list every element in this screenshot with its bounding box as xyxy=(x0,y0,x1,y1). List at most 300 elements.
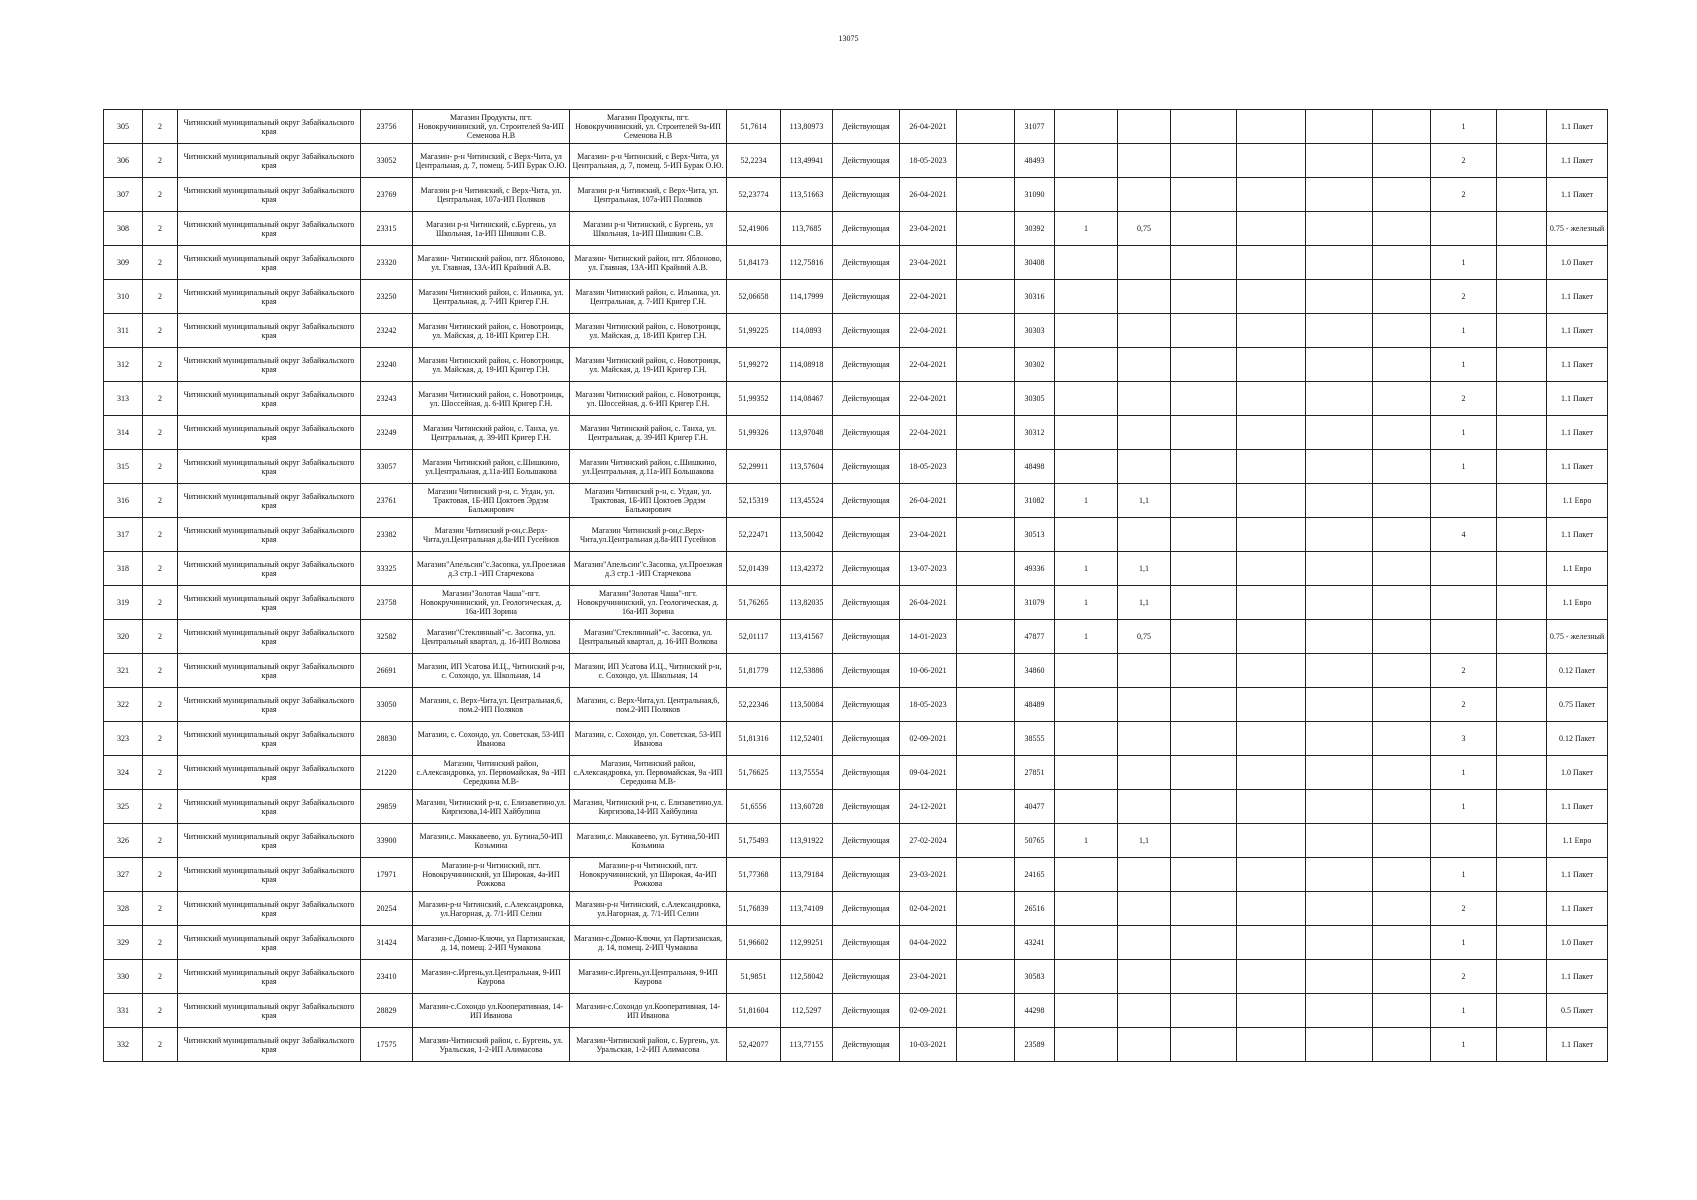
table-cell: 315 xyxy=(104,450,143,484)
table-cell: Читинский муниципальный округ Забайкальского края xyxy=(178,620,361,654)
table-cell: Действующая xyxy=(833,246,900,280)
table-cell: 113,42372 xyxy=(781,552,833,586)
table-cell: 23761 xyxy=(361,484,413,518)
table-cell: 324 xyxy=(104,756,143,790)
table-cell: 51,76839 xyxy=(727,892,781,926)
table-cell xyxy=(1118,926,1171,960)
table-cell: 114,08467 xyxy=(781,382,833,416)
table-cell: 1 xyxy=(1431,994,1497,1028)
table-cell: Действующая xyxy=(833,280,900,314)
table-cell: 28829 xyxy=(361,994,413,1028)
table-cell: 52,2234 xyxy=(727,144,781,178)
table-cell: 325 xyxy=(104,790,143,824)
table-cell: 2 xyxy=(143,484,178,518)
table-cell: Магазин, Читинский район, с.Александровка, ул. Первомайская, 9а -ИП Середкина М.В- xyxy=(413,756,570,790)
table-cell xyxy=(1171,212,1237,246)
table-cell xyxy=(957,586,1015,620)
table-cell: Действующая xyxy=(833,858,900,892)
table-cell: 2 xyxy=(143,994,178,1028)
table-cell: Действующая xyxy=(833,722,900,756)
table-cell: 24165 xyxy=(1015,858,1055,892)
table-cell: 1.1 Пакет xyxy=(1547,280,1608,314)
table-cell: 02-04-2021 xyxy=(900,892,957,926)
table-cell: Магазин-р-н Читинский, пгт. Новокручининский, ул Широкая, 4а-ИП Рожкова xyxy=(413,858,570,892)
table-cell: 30303 xyxy=(1015,314,1055,348)
table-cell: Читинский муниципальный округ Забайкальского края xyxy=(178,518,361,552)
table-cell: Магазин-с.Сохондо ул.Кооперативная, 14-ИП Иванова xyxy=(413,994,570,1028)
table-cell xyxy=(1171,416,1237,450)
table-cell: Читинский муниципальный округ Забайкальского края xyxy=(178,824,361,858)
table-cell xyxy=(957,280,1015,314)
table-cell: 312 xyxy=(104,348,143,382)
table-cell: Действующая xyxy=(833,586,900,620)
table-row xyxy=(104,654,1608,688)
table-cell: 2 xyxy=(143,450,178,484)
table-cell: 26-04-2021 xyxy=(900,484,957,518)
table-cell xyxy=(1306,756,1373,790)
table-cell: 2 xyxy=(143,892,178,926)
table-cell xyxy=(1373,144,1431,178)
table-cell xyxy=(1373,960,1431,994)
table-cell: Читинский муниципальный округ Забайкальского края xyxy=(178,246,361,280)
table-cell: 113,49941 xyxy=(781,144,833,178)
table-cell xyxy=(1373,518,1431,552)
table-row xyxy=(104,824,1608,858)
table-cell: 113,74109 xyxy=(781,892,833,926)
table-cell xyxy=(1237,824,1306,858)
table-cell: 1.1 Пакет xyxy=(1547,314,1608,348)
table-cell xyxy=(1373,314,1431,348)
table-cell: 332 xyxy=(104,1028,143,1062)
table-cell xyxy=(1055,348,1118,382)
table-cell xyxy=(957,722,1015,756)
table-cell xyxy=(1497,790,1547,824)
table-cell xyxy=(1306,926,1373,960)
table-cell: 1.1 Пакет xyxy=(1547,348,1608,382)
table-cell: 2 xyxy=(143,790,178,824)
table-cell: 33050 xyxy=(361,688,413,722)
table-cell xyxy=(1118,858,1171,892)
table-cell: 30392 xyxy=(1015,212,1055,246)
table-cell xyxy=(1055,518,1118,552)
table-cell: 33052 xyxy=(361,144,413,178)
table-cell xyxy=(1055,1028,1118,1062)
table-cell: Действующая xyxy=(833,450,900,484)
table-cell xyxy=(1118,1028,1171,1062)
table-cell: 52,01439 xyxy=(727,552,781,586)
table-cell xyxy=(1055,416,1118,450)
table-cell: 23243 xyxy=(361,382,413,416)
table-cell: 13-07-2023 xyxy=(900,552,957,586)
table-cell: Читинский муниципальный округ Забайкальского края xyxy=(178,552,361,586)
table-cell xyxy=(1237,178,1306,212)
table-cell: 23-04-2021 xyxy=(900,246,957,280)
table-cell xyxy=(1171,484,1237,518)
table-cell: 51,9851 xyxy=(727,960,781,994)
table-cell xyxy=(1306,722,1373,756)
table-cell xyxy=(1431,552,1497,586)
table-cell: 1 xyxy=(1431,926,1497,960)
table-row xyxy=(104,620,1608,654)
table-cell: Магазин"Стеклянный"-с. Засопка, ул. Центральный квартал, д. 16-ИП Волкова xyxy=(570,620,727,654)
table-cell: Действующая xyxy=(833,212,900,246)
table-cell xyxy=(1118,348,1171,382)
table-cell xyxy=(1171,314,1237,348)
table-cell: 2 xyxy=(143,178,178,212)
table-cell: Магазин Читинский район, с.Шишкино, ул.Центральная, д.11а-ИП Большакова xyxy=(570,450,727,484)
table-cell: Магазин-с.Сохондо ул.Кооперативная, 14-ИП Иванова xyxy=(570,994,727,1028)
table-cell xyxy=(1237,280,1306,314)
table-cell: 1.1 Пакет xyxy=(1547,892,1608,926)
table-cell xyxy=(1118,314,1171,348)
table-cell xyxy=(1237,314,1306,348)
table-cell: 327 xyxy=(104,858,143,892)
table-cell: 2 xyxy=(143,212,178,246)
table-cell xyxy=(957,212,1015,246)
table-cell: 23756 xyxy=(361,110,413,144)
table-cell xyxy=(1306,382,1373,416)
table-cell xyxy=(1306,960,1373,994)
table-cell: Читинский муниципальный округ Забайкальского края xyxy=(178,688,361,722)
table-cell xyxy=(1171,654,1237,688)
table-cell xyxy=(1237,212,1306,246)
table-cell xyxy=(1306,790,1373,824)
table-cell: 30583 xyxy=(1015,960,1055,994)
table-cell: 2 xyxy=(143,722,178,756)
table-cell xyxy=(1118,246,1171,280)
table-cell xyxy=(1497,586,1547,620)
table-cell xyxy=(1237,654,1306,688)
table-cell xyxy=(1118,790,1171,824)
table-cell xyxy=(1497,824,1547,858)
table-cell xyxy=(957,144,1015,178)
table-cell: Магазин Читинский р-н, с. Угдан, ул. Трактовая, 1Б-ИП Цоктоев Эрдэм Бальжирович xyxy=(570,484,727,518)
table-cell: 2 xyxy=(143,314,178,348)
table-cell xyxy=(1306,654,1373,688)
table-cell xyxy=(957,1028,1015,1062)
table-cell: Действующая xyxy=(833,688,900,722)
table-cell xyxy=(1306,178,1373,212)
table-cell: 51,77368 xyxy=(727,858,781,892)
table-row xyxy=(104,246,1608,280)
table-cell: 112,53886 xyxy=(781,654,833,688)
table-cell: 2 xyxy=(1431,892,1497,926)
table-cell: 1 xyxy=(1055,212,1118,246)
table-cell: 314 xyxy=(104,416,143,450)
table-cell: 51,81316 xyxy=(727,722,781,756)
table-cell xyxy=(957,994,1015,1028)
table-cell: Читинский муниципальный округ Забайкальского края xyxy=(178,314,361,348)
table-cell: 52,15319 xyxy=(727,484,781,518)
table-cell xyxy=(1237,620,1306,654)
table-cell: Магазин, ИП Усатова И.Ц., Читинский р-н, с. Сохондо, ул. Школьная, 14 xyxy=(413,654,570,688)
page-number: 13075 xyxy=(838,34,859,43)
table-cell xyxy=(1373,110,1431,144)
table-cell: 51,99352 xyxy=(727,382,781,416)
table-cell: 23-04-2021 xyxy=(900,518,957,552)
table-cell xyxy=(1055,178,1118,212)
table-cell: 307 xyxy=(104,178,143,212)
table-cell: 52,23774 xyxy=(727,178,781,212)
table-cell: Магазин- Читинский район, пгт. Яблоново, ул. Главная, 13А-ИП Крайний А.В. xyxy=(413,246,570,280)
table-cell xyxy=(957,790,1015,824)
table-cell: 1.1 Пакет xyxy=(1547,858,1608,892)
table-cell: 113,60728 xyxy=(781,790,833,824)
table-cell: 48498 xyxy=(1015,450,1055,484)
table-cell: 23769 xyxy=(361,178,413,212)
table-cell: 10-03-2021 xyxy=(900,1028,957,1062)
table-cell: Магазин Читинский район, с. Танха, ул. Центральная, д. 39-ИП Кригер Г.Н. xyxy=(570,416,727,450)
table-cell: 113,45524 xyxy=(781,484,833,518)
table-cell: Магазин"Золотая Чаша"-пгт. Новокручининский, ул. Геологическая, д. 16а-ИП Зорина xyxy=(570,586,727,620)
table-cell: 1 xyxy=(1431,858,1497,892)
table-cell: Действующая xyxy=(833,518,900,552)
table-cell: 2 xyxy=(1431,382,1497,416)
table-cell: 52,06658 xyxy=(727,280,781,314)
table-cell: 52,41906 xyxy=(727,212,781,246)
table-cell: 18-05-2023 xyxy=(900,688,957,722)
table-cell: Магазин р-н Читинский, с Бургень, ул Школьная, 1а-ИП Шишкин С.В. xyxy=(570,212,727,246)
table-cell: 1 xyxy=(1431,348,1497,382)
table-cell: 2 xyxy=(143,280,178,314)
table-cell: 305 xyxy=(104,110,143,144)
table-cell: 113,51663 xyxy=(781,178,833,212)
table-cell: 4 xyxy=(1431,518,1497,552)
table-cell: 311 xyxy=(104,314,143,348)
table-cell: Магазин-с.Домно-Ключи, ул Партизанская, д. 14, помещ. 2-ИП Чумакова xyxy=(570,926,727,960)
table-cell xyxy=(1373,756,1431,790)
table-cell: Магазин"Апельсин"с.Засопка, ул.Проезжая д.3 стр.1 -ИП Старчекова xyxy=(570,552,727,586)
table-cell: 318 xyxy=(104,552,143,586)
table-cell xyxy=(1497,484,1547,518)
table-cell: 1.1 Евро xyxy=(1547,586,1608,620)
table-cell: Действующая xyxy=(833,314,900,348)
table-cell xyxy=(1055,892,1118,926)
table-cell: 2 xyxy=(1431,960,1497,994)
table-cell xyxy=(957,756,1015,790)
table-cell: 328 xyxy=(104,892,143,926)
table-cell: 2 xyxy=(1431,280,1497,314)
table-cell: 113,80973 xyxy=(781,110,833,144)
table-cell xyxy=(1055,688,1118,722)
table-cell xyxy=(1171,790,1237,824)
table-cell xyxy=(1373,382,1431,416)
table-cell xyxy=(1171,110,1237,144)
table-cell: Магазин-Читинский район, с. Бургень, ул. Уральская, 1-2-ИП Алимасова xyxy=(413,1028,570,1062)
table-cell xyxy=(1171,178,1237,212)
table-cell: Действующая xyxy=(833,824,900,858)
table-cell xyxy=(957,484,1015,518)
table-cell: 23-03-2021 xyxy=(900,858,957,892)
table-cell: 1.1 Пакет xyxy=(1547,178,1608,212)
table-cell: 2 xyxy=(143,756,178,790)
table-cell: 317 xyxy=(104,518,143,552)
table-cell xyxy=(1373,654,1431,688)
table-cell: 310 xyxy=(104,280,143,314)
table-cell: 2 xyxy=(143,518,178,552)
table-cell: Магазин"Апельсин"с.Засопка, ул.Проезжая д.3 стр.1 -ИП Старчекова xyxy=(413,552,570,586)
table-cell xyxy=(1118,654,1171,688)
table-cell: 51,75493 xyxy=(727,824,781,858)
table-cell: Магазин- Читинский район, пгт. Яблоново, ул. Главная, 13А-ИП Крайний А.В. xyxy=(570,246,727,280)
table-cell: Магазин, с. Сохондо, ул. Советская, 53-ИП Иванова xyxy=(413,722,570,756)
table-cell xyxy=(1171,722,1237,756)
table-cell: Действующая xyxy=(833,654,900,688)
table-cell: Магазин Читинский район, с. Новотроицк, ул. Майская, д. 18-ИП Кригер Г.Н. xyxy=(570,314,727,348)
table-cell: Магазин Продукты, пгт. Новокручининский, ул. Строителей 9а-ИП Семенова Н.В xyxy=(570,110,727,144)
table-cell xyxy=(1237,110,1306,144)
table-cell: 306 xyxy=(104,144,143,178)
table-cell xyxy=(1055,994,1118,1028)
table-cell xyxy=(1237,144,1306,178)
table-cell: 02-09-2021 xyxy=(900,994,957,1028)
table-cell: 10-06-2021 xyxy=(900,654,957,688)
table-cell: 2 xyxy=(143,654,178,688)
table-cell xyxy=(1237,246,1306,280)
table-cell xyxy=(1497,348,1547,382)
table-cell: 1.1 Пакет xyxy=(1547,960,1608,994)
table-cell: 113,91922 xyxy=(781,824,833,858)
table-cell: 31424 xyxy=(361,926,413,960)
table-cell: 22-04-2021 xyxy=(900,348,957,382)
table-cell xyxy=(957,518,1015,552)
registry-table-body xyxy=(104,110,1608,1062)
table-cell: 1.1 Евро xyxy=(1547,484,1608,518)
table-cell: Магазин Читинский р-н, с. Угдан, ул. Трактовая, 1Б-ИП Цоктоев Эрдэм Бальжирович xyxy=(413,484,570,518)
table-cell: 51,76265 xyxy=(727,586,781,620)
table-cell: 14-01-2023 xyxy=(900,620,957,654)
table-cell: 1 xyxy=(1055,824,1118,858)
table-cell xyxy=(1497,518,1547,552)
table-row xyxy=(104,212,1608,246)
table-cell: 1.0 Пакет xyxy=(1547,246,1608,280)
table-cell: Магазин-с.Иргень,ул.Центральная, 9-ИП Каурова xyxy=(570,960,727,994)
table-cell xyxy=(1171,926,1237,960)
table-cell xyxy=(1171,1028,1237,1062)
table-cell: Действующая xyxy=(833,756,900,790)
table-cell: 27-02-2024 xyxy=(900,824,957,858)
table-cell: 2 xyxy=(1431,178,1497,212)
table-cell xyxy=(1306,246,1373,280)
table-cell: 1 xyxy=(1431,790,1497,824)
table-cell: Читинский муниципальный округ Забайкальского края xyxy=(178,348,361,382)
table-cell: 1.1 Пакет xyxy=(1547,1028,1608,1062)
table-cell xyxy=(1171,144,1237,178)
table-cell: Магазин Читинский район, с. Ильинка, ул. Центральная, д. 7-ИП Кригер Г.Н. xyxy=(570,280,727,314)
table-cell: 52,22471 xyxy=(727,518,781,552)
table-cell: Магазин Читинский район, с. Новотроицк, ул. Майская, д. 19-ИП Кригер Г.Н. xyxy=(413,348,570,382)
table-cell xyxy=(1306,518,1373,552)
table-cell: 1.0 Пакет xyxy=(1547,756,1608,790)
table-cell xyxy=(1118,110,1171,144)
table-cell: 52,01117 xyxy=(727,620,781,654)
table-cell: 50765 xyxy=(1015,824,1055,858)
table-cell: 23240 xyxy=(361,348,413,382)
table-cell: 113,82035 xyxy=(781,586,833,620)
table-cell: 31090 xyxy=(1015,178,1055,212)
table-cell: 48489 xyxy=(1015,688,1055,722)
table-cell: 331 xyxy=(104,994,143,1028)
table-cell: 2 xyxy=(143,1028,178,1062)
table-cell: 322 xyxy=(104,688,143,722)
table-cell: Читинский муниципальный округ Забайкальского края xyxy=(178,926,361,960)
table-cell: Читинский муниципальный округ Забайкальского края xyxy=(178,110,361,144)
table-cell: 51,99272 xyxy=(727,348,781,382)
table-cell: 47877 xyxy=(1015,620,1055,654)
table-cell: 23315 xyxy=(361,212,413,246)
table-cell: Читинский муниципальный округ Забайкальского края xyxy=(178,450,361,484)
table-cell: Действующая xyxy=(833,790,900,824)
table-cell: 17575 xyxy=(361,1028,413,1062)
table-cell: Читинский муниципальный округ Забайкальского края xyxy=(178,756,361,790)
table-cell: 23589 xyxy=(1015,1028,1055,1062)
table-cell xyxy=(1237,926,1306,960)
table-cell: 1,1 xyxy=(1118,484,1171,518)
table-cell: Магазин Читинский район, с. Новотроицк, ул. Шоссейная, д. 6-ИП Кригер Г.Н. xyxy=(413,382,570,416)
table-cell: 2 xyxy=(143,858,178,892)
table-cell: 2 xyxy=(143,824,178,858)
table-cell: 112,5297 xyxy=(781,994,833,1028)
table-cell: Читинский муниципальный округ Забайкальского края xyxy=(178,858,361,892)
table-cell: 23-04-2021 xyxy=(900,960,957,994)
table-cell: 1.1 Пакет xyxy=(1547,790,1608,824)
table-cell xyxy=(1118,960,1171,994)
table-cell xyxy=(957,892,1015,926)
table-cell: 2 xyxy=(143,552,178,586)
table-cell: 112,52401 xyxy=(781,722,833,756)
table-cell xyxy=(957,450,1015,484)
table-cell: Действующая xyxy=(833,416,900,450)
table-cell: 32582 xyxy=(361,620,413,654)
table-cell xyxy=(1373,994,1431,1028)
table-cell xyxy=(1118,382,1171,416)
table-cell xyxy=(1306,994,1373,1028)
table-cell xyxy=(1118,688,1171,722)
table-cell: 309 xyxy=(104,246,143,280)
table-cell xyxy=(1373,280,1431,314)
table-cell: 23249 xyxy=(361,416,413,450)
table-cell xyxy=(957,416,1015,450)
table-cell: 28830 xyxy=(361,722,413,756)
table-cell: 2 xyxy=(143,960,178,994)
table-row xyxy=(104,994,1608,1028)
table-cell xyxy=(1055,790,1118,824)
table-cell xyxy=(1306,212,1373,246)
table-cell xyxy=(1171,824,1237,858)
table-cell xyxy=(1055,314,1118,348)
table-cell xyxy=(1118,280,1171,314)
table-cell: 114,0893 xyxy=(781,314,833,348)
table-cell xyxy=(1237,450,1306,484)
table-cell xyxy=(1497,926,1547,960)
table-cell: 0,75 xyxy=(1118,620,1171,654)
table-cell xyxy=(1497,1028,1547,1062)
table-cell: Действующая xyxy=(833,620,900,654)
table-cell: Магазин-р-н Читинский, с.Александровка, ул.Нагорная, д. 7/1-ИП Селин xyxy=(570,892,727,926)
table-cell: 0.75 - железный xyxy=(1547,212,1608,246)
table-cell: 51,96602 xyxy=(727,926,781,960)
table-cell: 38555 xyxy=(1015,722,1055,756)
table-cell: 33900 xyxy=(361,824,413,858)
table-cell: 2 xyxy=(1431,688,1497,722)
table-cell xyxy=(1171,620,1237,654)
table-cell: 30312 xyxy=(1015,416,1055,450)
table-cell: 0.75 Пакет xyxy=(1547,688,1608,722)
table-cell: Читинский муниципальный округ Забайкальского края xyxy=(178,960,361,994)
table-cell: 51,81604 xyxy=(727,994,781,1028)
table-cell: 0.5 Пакет xyxy=(1547,994,1608,1028)
registry-table xyxy=(103,109,1608,1062)
